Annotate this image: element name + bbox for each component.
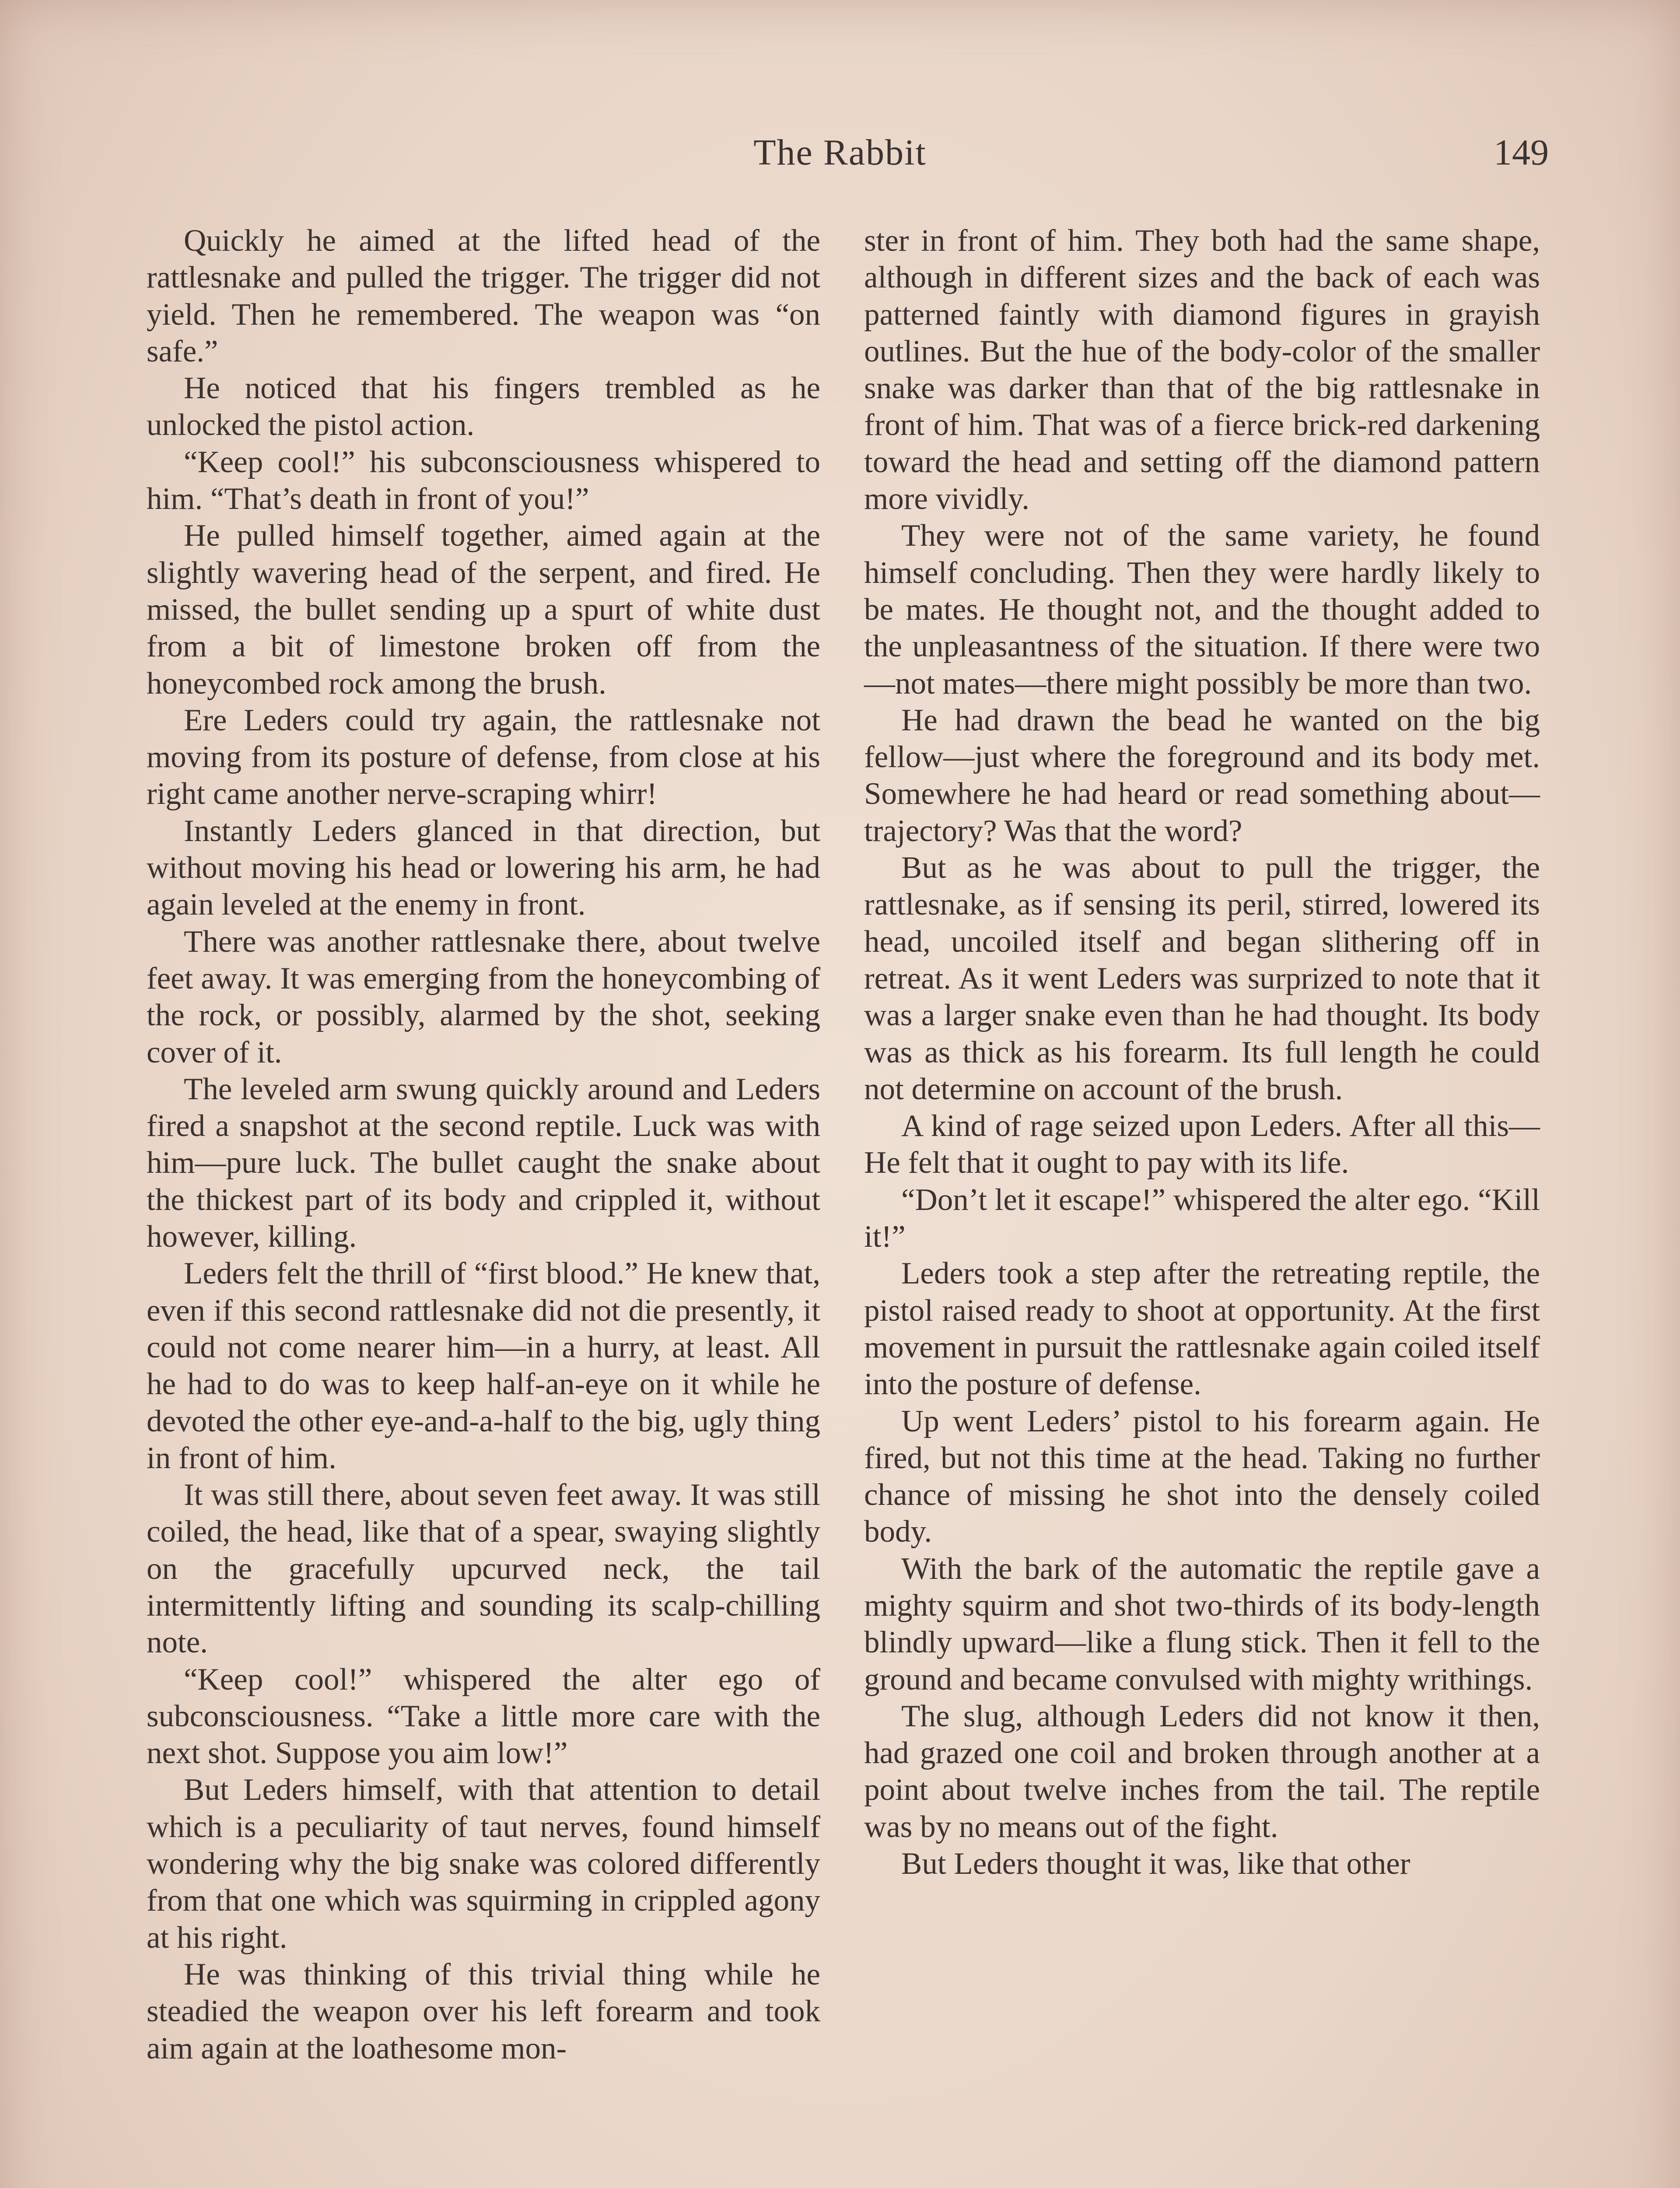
paragraph: But as he was about to pull the trigger, the rattlesnake, as if sensing its peril, stirred, lowered its head, uncoiled itself and began slithering off in retreat. As it went Leders was surprized to note that it was a larger snake even than he had thought. Its body was as thick as his forearm. Its full length he could not determine on account of the brush. xyxy=(864,851,1540,1106)
paragraph-continued: ster in front of him. They both had the same shape, although in different sizes and the back of each was patterned faintly with diamond figures in grayish outlines. But the hue of the body-color of the smaller snake was darker than that of the big rattlesnake in front of him. That was of a fierce brick-red darkening toward the head and setting off the diamond pattern more vividly. xyxy=(864,224,1540,516)
paragraph: It was still there, about seven feet away. It was still coiled, the head, like that of a spear, swaying slightly on the gracefully upcurved neck, the tail intermittently lifting and sounding its scalp-chilling note. xyxy=(147,1478,820,1660)
paragraph: He had drawn the bead he wanted on the big fellow—just where the foreground and its body met. Somewhere he had heard or read something about—trajectory? Was that the word? xyxy=(864,703,1540,848)
paragraph: He noticed that his fingers trembled as he unlocked the pistol action. xyxy=(147,371,820,442)
paragraph: He pulled himself together, aimed again at the slightly wavering head of the serpent, and fired. He missed, the bullet sending up a spurt of white dust from a bit of limestone broken off from the honeycombed rock among the brush. xyxy=(147,519,820,701)
paragraph: “Don’t let it escape!” whispered the alter ego. “Kill it!” xyxy=(864,1182,1540,1254)
paragraph: But Leders himself, with that attention to detail which is a peculiarity of taut nerves, found himself wondering why the big snake was colored differently from that one which was squirming in crippled agony at his right. xyxy=(147,1773,820,1955)
paragraph: Up went Leders’ pistol to his forearm again. He fired, but not this time at the head. Taking no further chance of missing he shot into the densely coiled body. xyxy=(864,1404,1540,1549)
paragraph: They were not of the same variety, he found himself concluding. Then they were hardly likely to be mates. He thought not, and the thought added to the unpleasantness of the situation. If there were two—not mates—there might possibly be more than two. xyxy=(864,519,1540,701)
paragraph: Quickly he aimed at the lifted head of the rattlesnake and pulled the trigger. The trigger did not yield. Then he remembered. The weapon was “on safe.” xyxy=(147,224,820,368)
paragraph: But Leders thought it was, like that other xyxy=(901,1847,1410,1881)
page-number: 149 xyxy=(1494,132,1549,173)
paragraph: He was thinking of this trivial thing while he steadied the weapon over his left forearm and took aim again at the loathesome mon- xyxy=(147,1957,820,2065)
left-column xyxy=(147,222,820,2067)
paragraph: With the bark of the automatic the reptile gave a mighty squirm and shot two-thirds of its body-length blindly upward—like a flung stick. Then it fell to the ground and became convulsed with mighty writhings. xyxy=(864,1551,1540,1697)
paragraph: The slug, although Leders did not know it then, had grazed one coil and broken through another at a point about twelve inches from the tail. The reptile was by no means out of the fight. xyxy=(864,1699,1540,1844)
paragraph: A kind of rage seized upon Leders. After all this— He felt that it ought to pay with its life. xyxy=(864,1109,1540,1180)
paragraph: There was another rattlesnake there, about twelve feet away. It was emerging from the honeycombing of the rock, or possibly, alarmed by the shot, seeking cover of it. xyxy=(147,924,820,1069)
right-column xyxy=(864,222,1540,1882)
paragraph: Instantly Leders glanced in that direction, but without moving his head or lowering his arm, he had again leveled at the enemy in front. xyxy=(147,813,820,922)
paragraph: Ere Leders could try again, the rattlesnake not moving from its posture of defense, from close at his right came another nerve-scraping whirr! xyxy=(147,703,820,811)
paragraph: Leders took a step after the retreating reptile, the pistol raised ready to shoot at opportunity. At the first movement in pursuit the rattlesnake again coiled itself into the posture of defense. xyxy=(864,1256,1540,1402)
running-header-title: The Rabbit xyxy=(753,132,927,173)
paragraph: “Keep cool!” whispered the alter ego of subconsciousness. “Take a little more care with the next shot. Suppose you aim low!” xyxy=(147,1662,820,1771)
paragraph: “Keep cool!” his subconsciousness whispered to him. “That’s death in front of you!” xyxy=(147,445,820,516)
paragraph: Leders felt the thrill of “first blood.” He knew that, even if this second rattlesnake did not die presently, it could not come nearer him—in a hurry, at least. All he had to do was to keep half-an-eye on it while he devoted the other eye-and-a-half to the big, ugly thing in front of him. xyxy=(147,1256,820,1475)
paragraph: The leveled arm swung quickly around and Leders fired a snapshot at the second reptile. Luck was with him—pure luck. The bullet caught the snake about the thickest part of its body and crippled it, without however, killing. xyxy=(147,1072,820,1254)
